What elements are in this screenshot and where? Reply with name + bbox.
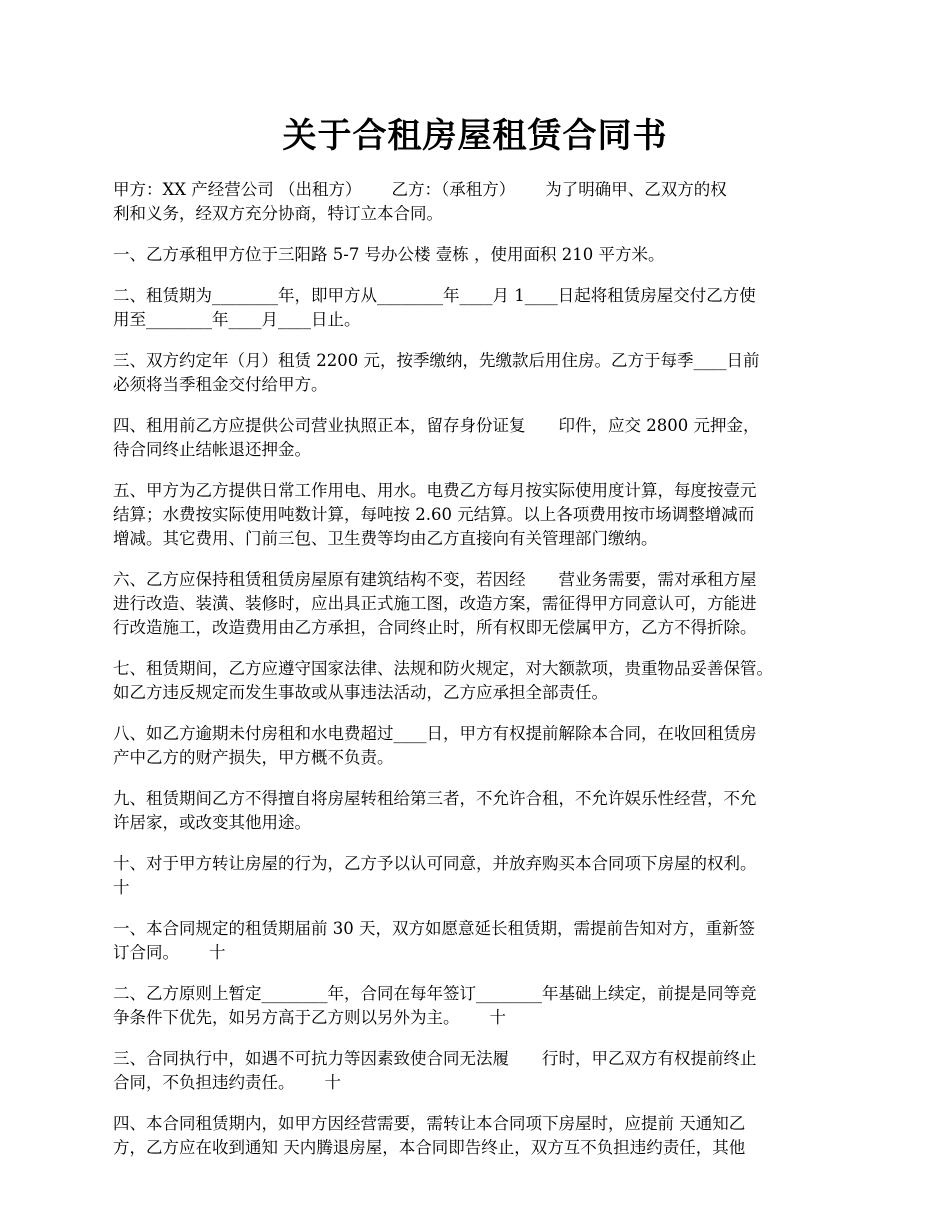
document-title: 关于合租房屋租赁合同书 bbox=[282, 116, 668, 156]
text-line: 甲方：XX 产经营公司 （出租方） 乙方：（承租方） 为了明确甲、乙双方的权 bbox=[113, 180, 727, 199]
text-line: 用至________年____月____日止。 bbox=[113, 310, 361, 329]
text-line: 产中乙方的财产损失，甲方概不负责。 bbox=[113, 748, 394, 767]
clause-8 bbox=[113, 722, 853, 770]
clause-9 bbox=[113, 787, 853, 835]
text-line: 行改造施工，改造费用由乙方承担，合同终止时，所有权即无偿属甲方，乙方不得折除。 bbox=[113, 618, 757, 637]
document-body bbox=[113, 178, 853, 1177]
text-line: 必须将当季租金交付给甲方。 bbox=[113, 375, 328, 394]
text-line: 八、如乙方逾期未付房租和水电费超过____日，甲方有权提前解除本合同，在收回租赁房 bbox=[113, 724, 757, 743]
paragraph-parties bbox=[113, 178, 853, 226]
text-line: 二、租赁期为________年，即甲方从________年____月 1____日起将租赁房屋交付乙方使 bbox=[113, 286, 756, 305]
clause-7 bbox=[113, 657, 853, 705]
text-line: 十、对于甲方转让房屋的行为，乙方予以认可同意，并放弃购买本合同项下房屋的权利。 bbox=[113, 854, 757, 873]
text-line: 三、双方约定年（月）租赁 2200 元，按季缴纳，先缴款后用住房。乙方于每季____日前 bbox=[113, 351, 760, 370]
text-line: 方，乙方应在收到通知 天内腾退房屋，本合同即告终止，双方互不负担违约责任，其他 bbox=[113, 1138, 746, 1157]
text-line: 二、乙方原则上暂定________年，合同在每年签订________年基础上续定，前提是同等竞 bbox=[113, 984, 757, 1003]
clause-6 bbox=[113, 568, 853, 640]
text-line: 一、乙方承租甲方位于三阳路 5-7 号办公楼 壹栋 ，使用面积 210 平方米。 bbox=[113, 245, 665, 264]
text-line: 四、租用前乙方应提供公司营业执照正本，留存身份证复 印件，应交 2800 元押金， bbox=[113, 416, 760, 435]
text-line: 订合同。 十 bbox=[113, 943, 226, 962]
text-line: 如乙方违反规定而发生事故或从事违法活动，乙方应承担全部责任。 bbox=[113, 683, 608, 702]
text-line: 九、租赁期间乙方不得擅自将房屋转租给第三者，不允许合租，不允许娱乐性经营，不允 bbox=[113, 789, 757, 808]
clause-10 bbox=[113, 852, 853, 900]
clause-4 bbox=[113, 414, 853, 462]
text-line: 一、本合同规定的租赁期届前 30 天，双方如愿意延长租赁期，需提前告知对方，重新签 bbox=[113, 919, 755, 938]
text-line: 七、租赁期间，乙方应遵守国家法律、法规和防火规定，对大额款项，贵重物品妥善保管。 bbox=[113, 659, 773, 678]
text-line: 五、甲方为乙方提供日常工作用电、用水。电费乙方每月按实际使用度计算，每度按壹元 bbox=[113, 481, 757, 500]
clause-5 bbox=[113, 479, 853, 551]
clause-12 bbox=[113, 982, 853, 1030]
clause-2 bbox=[113, 284, 853, 332]
text-line: 进行改造、装潢、装修时，应出具正式施工图，改造方案，需征得甲方同意认可，方能进 bbox=[113, 594, 757, 613]
clause-1 bbox=[113, 243, 853, 267]
text-line: 四、本合同租赁期内，如甲方因经营需要，需转让本合同项下房屋时，应提前 天通知乙 bbox=[113, 1114, 746, 1133]
text-line: 增减。其它费用、门前三包、卫生费等均由乙方直接向有关管理部门缴纳。 bbox=[113, 529, 658, 548]
text-line: 三、合同执行中，如遇不可抗力等因素致使合同无法履 行时，甲乙双方有权提前终止 bbox=[113, 1049, 757, 1068]
text-line: 结算；水费按实际使用吨数计算，每吨按 2.60 元结算。以上各项费用按市场调整增减而 bbox=[113, 505, 755, 524]
text-line: 十 bbox=[113, 878, 130, 897]
text-line: 争条件下优先，如另方高于乙方则以另外为主。 十 bbox=[113, 1008, 506, 1027]
clause-13 bbox=[113, 1047, 853, 1095]
text-line: 六、乙方应保持租赁租赁房屋原有建筑结构不变，若因经 营业务需要，需对承租方屋 bbox=[113, 570, 757, 589]
text-line: 合同，不负担违约责任。 十 bbox=[113, 1073, 341, 1092]
text-line: 待合同终止结帐退还押金。 bbox=[113, 440, 311, 459]
clause-14 bbox=[113, 1112, 853, 1160]
clause-3 bbox=[113, 349, 853, 397]
text-line: 许居家，或改变其他用途。 bbox=[113, 813, 311, 832]
clause-11 bbox=[113, 917, 853, 965]
text-line: 利和义务，经双方充分协商，特订立本合同。 bbox=[113, 204, 443, 223]
